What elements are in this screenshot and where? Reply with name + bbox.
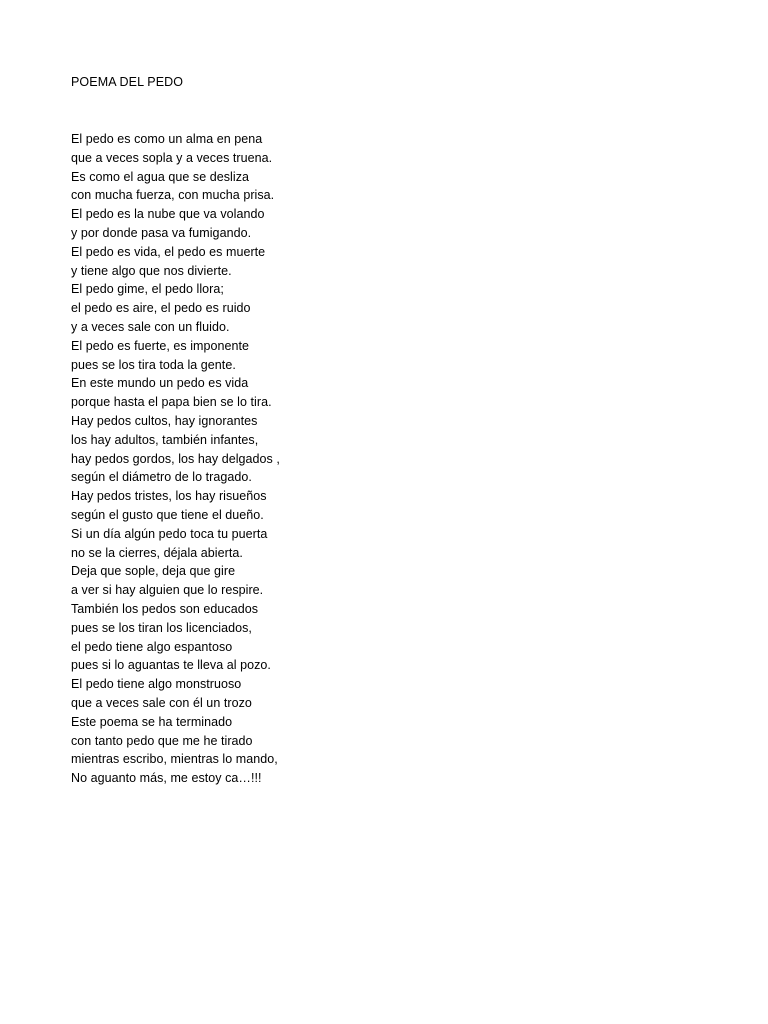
poem-line: mientras escribo, mientras lo mando, [71, 752, 278, 767]
poem-line: a ver si hay alguien que lo respire. [71, 583, 264, 598]
poem-body [71, 130, 280, 788]
poem-line: y a veces sale con un fluido. [71, 319, 230, 334]
poem-line: con tanto pedo que me he tirado [71, 733, 253, 748]
poem-line: El pedo es como un alma en pena [71, 132, 263, 146]
poem-line: pues si lo aguantas te lleva al pozo. [71, 658, 271, 673]
poem-line: el pedo es aire, el pedo es ruido [71, 301, 251, 316]
poem-title: POEMA DEL PEDO [71, 75, 184, 89]
poem-line: No aguanto más, me estoy ca…!!! [71, 771, 262, 786]
poem-line: con mucha fuerza, con mucha prisa. [71, 188, 275, 203]
poem-line: que a veces sale con él un trozo [71, 695, 252, 710]
poem-line: Este poema se ha terminado [71, 714, 233, 729]
poem-line: El pedo es fuerte, es imponente [71, 338, 250, 353]
poem-line: no se la cierres, déjala abierta. [71, 545, 243, 560]
poem-line: El pedo gime, el pedo llora; [71, 282, 224, 297]
poem-line: pues se los tira toda la gente. [71, 357, 236, 372]
poem-line: porque hasta el papa bien se lo tira. [71, 395, 272, 410]
poem-line: pues se los tiran los licenciados, [71, 620, 252, 635]
poem-line: que a veces sopla y a veces truena. [71, 150, 273, 165]
poem-line: Deja que sople, deja que gire [71, 564, 236, 579]
poem-line: También los pedos son educados [71, 601, 259, 616]
poem-line: El pedo es la nube que va volando [71, 207, 265, 222]
poem-line: según el diámetro de lo tragado. [71, 470, 252, 485]
poem-line: El pedo es vida, el pedo es muerte [71, 244, 266, 259]
poem-line: hay pedos gordos, los hay delgados , [71, 451, 280, 466]
poem-line: Hay pedos cultos, hay ignorantes [71, 413, 258, 428]
poem-line: según el gusto que tiene el dueño. [71, 507, 264, 522]
poem-line: los hay adultos, también infantes, [71, 432, 259, 447]
poem-line: En este mundo un pedo es vida [71, 376, 249, 391]
poem-line: El pedo tiene algo monstruoso [71, 677, 242, 692]
poem-line: el pedo tiene algo espantoso [71, 639, 233, 654]
poem-line: Si un día algún pedo toca tu puerta [71, 526, 268, 541]
poem-line: Es como el agua que se desliza [71, 169, 249, 184]
poem-line: y por donde pasa va fumigando. [71, 225, 252, 240]
poem-line: Hay pedos tristes, los hay risueños [71, 489, 267, 504]
poem-line: y tiene algo que nos divierte. [71, 263, 232, 278]
